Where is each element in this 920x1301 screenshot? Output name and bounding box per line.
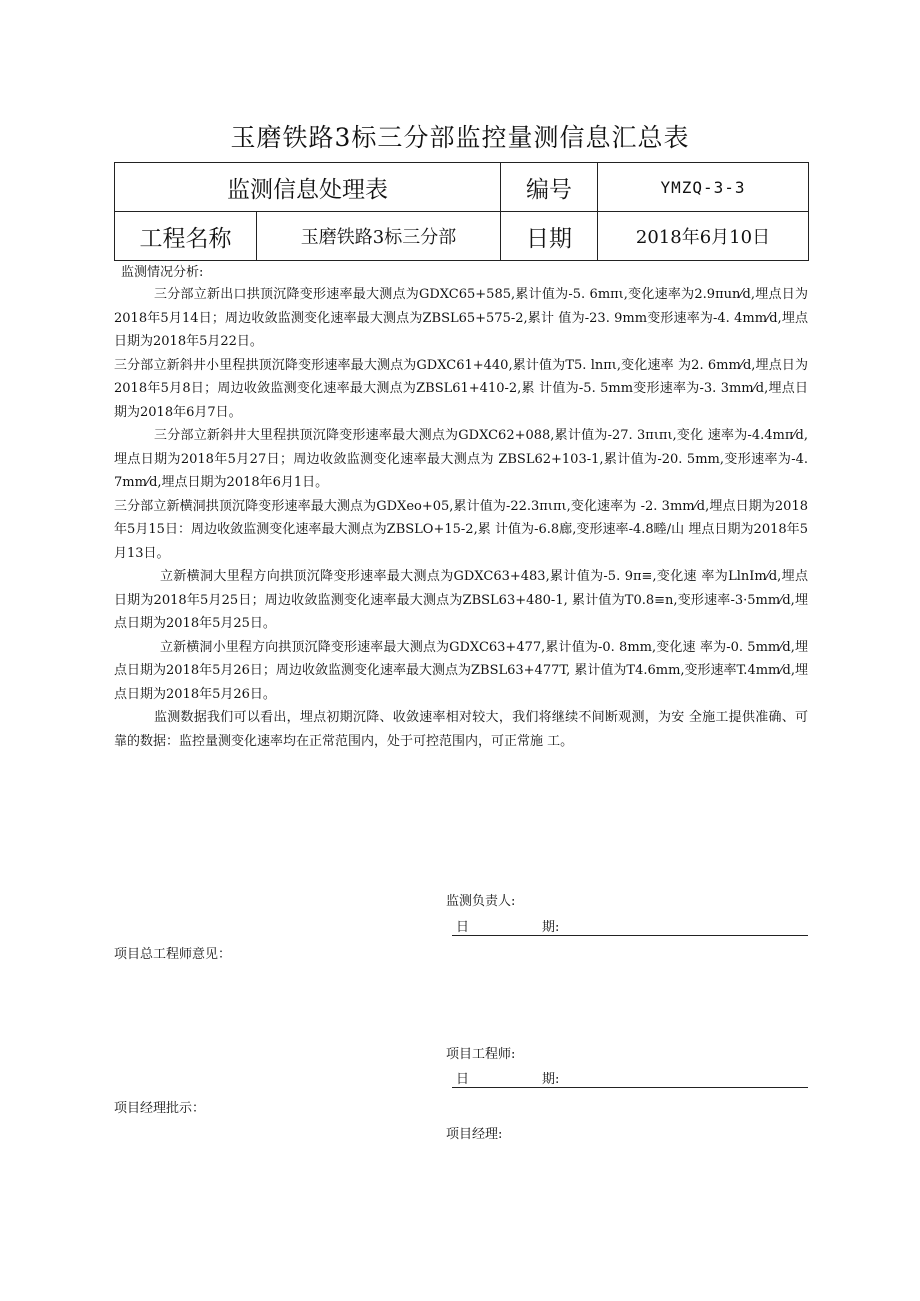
info-header-table xyxy=(114,162,809,261)
analysis-paragraph: 三分部立新斜井小里程拱顶沉降变形速率最大测点为GDXC61+440,累计值为T5. lnπι,变化速率 为2. 6mm⁄d,埋点日为2018年5月8日；周边收敛监测变化速率最大测点为ZBSL61+410-2,累 计值为-5. 5mm变形速率为-3. 3mm⁄d,埋点日期为2018年6月7日。 xyxy=(114,357,808,420)
engineer-date-line xyxy=(452,1067,808,1088)
date-char-a: 日 xyxy=(456,920,470,935)
header-row-2 xyxy=(115,212,809,261)
date-char-b: 期: xyxy=(542,920,560,935)
analysis-paragraph: 三分部立新出口拱顶沉降变形速率最大测点为GDXC65+585,累计值为-5. 6mπι,变化速率为2.9πun⁄d,埋点日为2018年5月14日；周边收敛监测变化速率最大测点为ZBSL65+575-2,累计 值为-23. 9mm变形速率为-4. 4mm⁄d,埋点日期为2018年5月22日。 xyxy=(114,287,808,349)
date-value: 2018年6月10日 xyxy=(598,212,809,261)
manager-approval-label: 项目经理批示： xyxy=(114,1101,206,1116)
analysis-label: 监测情况分析: xyxy=(121,265,204,280)
process-table-label: 监测信息处理表 xyxy=(115,163,501,212)
page-title: 玉磨铁路3标三分部监控量测信息汇总表 xyxy=(230,123,690,152)
analysis-paragraph: 立新横洞小里程方向拱顶沉降变形速率最大测点为GDXC63+477,累计值为-0. 8mm,变化速 率为-0. 5mm⁄d,埋点日期为2018年5月26日；周边收敛监测变化速率最大测点为ZBSL63+477T, 累计值为T4.6mm,变形速率T.4mm⁄d,埋点日期为2018年5月26日。 xyxy=(114,639,808,702)
number-label: 编号 xyxy=(501,163,598,212)
number-value: YMZQ-3-3 xyxy=(598,163,809,212)
project-engineer-label: 项目工程师: xyxy=(446,1047,516,1062)
project-manager-label: 项目经理: xyxy=(446,1127,503,1142)
monitor-date-line xyxy=(452,915,808,936)
analysis-body xyxy=(114,283,808,753)
monitor-person-label: 监测负责人: xyxy=(446,894,516,909)
project-name-label: 工程名称 xyxy=(115,212,257,261)
header-row-1 xyxy=(115,163,809,212)
analysis-conclusion: 监测数据我们可以看出，埋点初期沉降、收敛速率相对较大，我们将继续不间断观测，为安 全施工提供准确、可靠的数据：监控量测变化速率均在正常范围内，处于可控范围内，可正常施 工。 xyxy=(114,710,808,749)
date-char-a: 日 xyxy=(456,1072,470,1087)
analysis-paragraph: 三分部立新横洞拱顶沉降变形速率最大测点为GDXeo+05,累计值为-22.3πιπι,变化速率为 -2. 3mm⁄d,埋点日期为2018年5月15日：周边收敛监测变化速率最大测点为ZBSLO+15-2,累 计值为-6.8廊,变形速率-4.8畻/山 埋点日期为2018年5月13日。 xyxy=(114,498,808,561)
analysis-paragraph: 立新横洞大里程方向拱顶沉降变形速率最大测点为GDXC63+483,累计值为-5. 9π≡,变化速 率为LlnIm⁄d,埋点日期为2018年5月25日；周边收敛监测变化速率最大测点为ZBSL63+480-1, 累计值为T0.8≡n,变形速率-3·5mm⁄d,埋点日期为2018年5月25日。 xyxy=(114,569,808,631)
date-label: 日期 xyxy=(501,212,598,261)
chief-engineer-opinion-label: 项目总工程师意见： xyxy=(114,947,232,962)
project-name-value: 玉磨铁路3标三分部 xyxy=(257,212,501,261)
analysis-paragraph: 三分部立新斜井大里程拱顶沉降变形速率最大测点为GDXC62+088,累计值为-27. 3πιπι,变化 速率为-4.4mπ⁄d,埋点日期为2018年5月27日；周边收敛监测变化速率最大测点为 ZBSL62+103-1,累计值为-20. 5mm,变形速率为-4. 7mm⁄d,埋点日期为2018年6月1日。 xyxy=(114,428,808,490)
date-char-b: 期: xyxy=(542,1072,560,1087)
